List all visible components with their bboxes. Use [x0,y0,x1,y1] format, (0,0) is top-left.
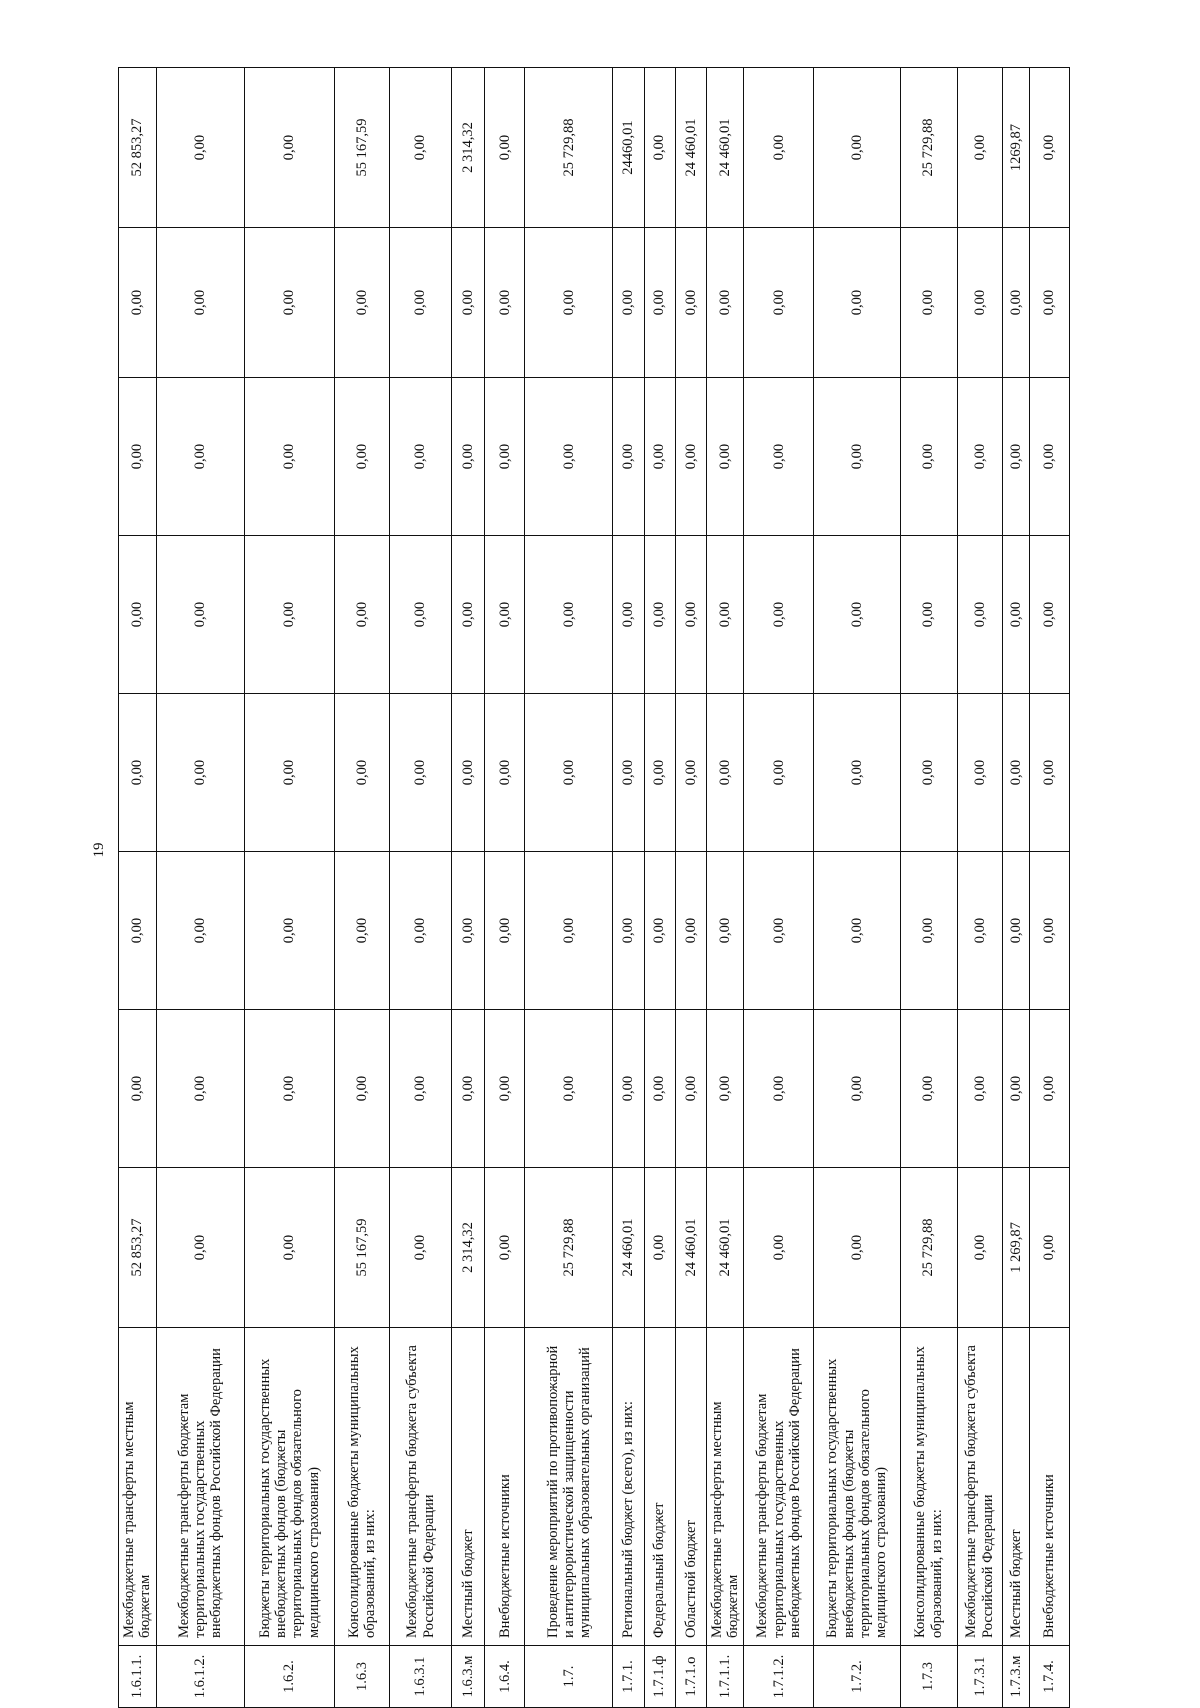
row-total-value: 55 167,59 [334,68,389,228]
table-row [485,68,525,1708]
row-value: 0,00 [390,228,452,378]
row-value: 0,00 [900,378,957,536]
row-value: 0,00 [119,228,157,378]
row-code: 1.7.4. [1029,1646,1069,1708]
row-name: Межбюджетные трансферты бюджетам территориальных государственных внебюджетных фондов Российской Федерации [156,1328,244,1646]
row-value: 55 167,59 [334,1168,389,1328]
row-code: 1.7.3 [900,1646,957,1708]
row-total-value: 24 460,01 [675,68,706,228]
row-value: 0,00 [485,536,525,694]
table-row [744,68,814,1708]
row-name: Местный бюджет [1002,1328,1029,1646]
row-name: Межбюджетные трансферты бюджета субъекта Российской Федерации [390,1328,452,1646]
row-value: 0,00 [1029,1168,1069,1328]
table-row [706,68,744,1708]
row-value: 0,00 [675,378,706,536]
row-value: 0,00 [675,536,706,694]
row-total-value: 0,00 [744,68,814,228]
row-value: 0,00 [156,852,244,1010]
row-total-value: 0,00 [957,68,1002,228]
row-value: 0,00 [613,228,644,378]
row-total-value: 24460,01 [613,68,644,228]
row-value: 0,00 [744,378,814,536]
table-row [390,68,452,1708]
row-value: 0,00 [244,228,334,378]
row-value: 0,00 [525,228,613,378]
row-value: 0,00 [244,694,334,852]
table-row [814,68,900,1708]
row-value: 0,00 [900,536,957,694]
row-value: 0,00 [957,1168,1002,1328]
row-value: 0,00 [613,536,644,694]
row-value: 0,00 [525,1010,613,1168]
row-code: 1.7.1.1. [706,1646,744,1708]
row-total-value: 0,00 [390,68,452,228]
row-name: Внебюджетные источники [485,1328,525,1646]
row-total-value: 0,00 [814,68,900,228]
row-value: 0,00 [644,378,675,536]
row-value: 0,00 [814,852,900,1010]
row-value: 24 460,01 [675,1168,706,1328]
row-value: 0,00 [814,1010,900,1168]
row-value: 0,00 [334,536,389,694]
row-name: Бюджеты территориальных государственных внебюджетных фондов (бюджеты территориальных фондов обязательного медицинского страхования) [244,1328,334,1646]
row-value: 0,00 [119,378,157,536]
row-name: Внебюджетные источники [1029,1328,1069,1646]
row-value: 0,00 [814,1168,900,1328]
table-row [613,68,644,1708]
row-value: 0,00 [1029,1010,1069,1168]
row-value: 0,00 [485,1010,525,1168]
row-value: 0,00 [744,694,814,852]
row-name: Межбюджетные трансферты бюджетам территориальных государственных внебюджетных фондов Российской Федерации [744,1328,814,1646]
row-value: 0,00 [485,1168,525,1328]
row-value: 52 853,27 [119,1168,157,1328]
row-value: 24 460,01 [706,1168,744,1328]
row-value: 25 729,88 [900,1168,957,1328]
row-code: 1.6.3.1 [390,1646,452,1708]
row-value: 0,00 [613,378,644,536]
row-value: 0,00 [744,1010,814,1168]
table-row [900,68,957,1708]
row-value: 0,00 [156,228,244,378]
row-value: 0,00 [675,228,706,378]
row-value: 24 460,01 [613,1168,644,1328]
row-name: Местный бюджет [452,1328,485,1646]
row-value: 0,00 [244,852,334,1010]
row-code: 1.7.1. [613,1646,644,1708]
row-name: Региональный бюджет (всего), из них: [613,1328,644,1646]
row-value: 0,00 [334,378,389,536]
row-code: 1.6.2. [244,1646,334,1708]
row-value: 0,00 [485,228,525,378]
row-value: 0,00 [390,694,452,852]
row-value: 0,00 [957,694,1002,852]
row-value: 0,00 [613,1010,644,1168]
row-value: 0,00 [744,536,814,694]
row-value: 0,00 [485,378,525,536]
row-total-value: 1269,87 [1002,68,1029,228]
row-name: Федеральный бюджет [644,1328,675,1646]
row-value: 0,00 [706,378,744,536]
row-value: 0,00 [485,694,525,852]
row-name: Межбюджетные трансферты местным бюджетам [119,1328,157,1646]
row-code: 1.7. [525,1646,613,1708]
row-value: 0,00 [900,1010,957,1168]
row-total-value: 2 314,32 [452,68,485,228]
row-value: 0,00 [957,536,1002,694]
row-code: 1.6.3 [334,1646,389,1708]
row-total-value: 24 460,01 [706,68,744,228]
row-total-value: 0,00 [485,68,525,228]
row-value: 0,00 [644,852,675,1010]
row-name: Консолидированные бюджеты муниципальных образований, из них: [900,1328,957,1646]
row-value: 0,00 [156,536,244,694]
row-value: 0,00 [706,852,744,1010]
table-container [118,68,1070,1708]
row-value: 0,00 [119,536,157,694]
row-value: 0,00 [485,852,525,1010]
row-value: 0,00 [525,852,613,1010]
table-row [675,68,706,1708]
row-value: 0,00 [119,852,157,1010]
row-value: 0,00 [1029,228,1069,378]
row-value: 0,00 [957,852,1002,1010]
row-value: 0,00 [334,852,389,1010]
row-code: 1.7.1.ф [644,1646,675,1708]
row-value: 0,00 [644,1168,675,1328]
row-value: 0,00 [244,1168,334,1328]
row-value: 0,00 [744,852,814,1010]
row-code: 1.7.2. [814,1646,900,1708]
row-value: 0,00 [675,694,706,852]
row-value: 2 314,32 [452,1168,485,1328]
row-name: Консолидированные бюджеты муниципальных образований, из них: [334,1328,389,1646]
row-value: 0,00 [334,1010,389,1168]
table-row [244,68,334,1708]
row-value: 0,00 [814,228,900,378]
row-code: 1.6.4. [485,1646,525,1708]
row-value: 0,00 [390,378,452,536]
row-value: 0,00 [706,536,744,694]
table-row [156,68,244,1708]
row-value: 0,00 [334,694,389,852]
row-value: 0,00 [644,228,675,378]
row-value: 0,00 [1002,694,1029,852]
row-code: 1.7.1.2. [744,1646,814,1708]
row-value: 0,00 [814,536,900,694]
row-value: 0,00 [244,378,334,536]
row-value: 0,00 [1029,536,1069,694]
row-value: 0,00 [644,536,675,694]
table-body [119,68,1070,1708]
row-value: 0,00 [244,1010,334,1168]
row-total-value: 52 853,27 [119,68,157,228]
row-value: 0,00 [390,852,452,1010]
row-value: 0,00 [744,1168,814,1328]
row-value: 0,00 [957,228,1002,378]
row-value: 0,00 [744,228,814,378]
row-value: 0,00 [452,536,485,694]
row-value: 0,00 [334,228,389,378]
row-code: 1.7.3.1 [957,1646,1002,1708]
row-value: 0,00 [452,852,485,1010]
row-value: 0,00 [644,1010,675,1168]
row-value: 0,00 [1029,694,1069,852]
row-total-value: 25 729,88 [900,68,957,228]
row-value: 0,00 [613,694,644,852]
row-code: 1.6.1.1. [119,1646,157,1708]
row-code: 1.7.3.м [1002,1646,1029,1708]
row-value: 0,00 [156,1168,244,1328]
row-value: 0,00 [1029,378,1069,536]
row-code: 1.6.3.м [452,1646,485,1708]
row-value: 0,00 [900,694,957,852]
row-value: 1 269,87 [1002,1168,1029,1328]
row-value: 0,00 [957,378,1002,536]
row-value: 25 729,88 [525,1168,613,1328]
row-name: Межбюджетные трансферты местным бюджетам [706,1328,744,1646]
row-value: 0,00 [644,694,675,852]
row-code: 1.7.1.о [675,1646,706,1708]
row-value: 0,00 [244,536,334,694]
row-total-value: 25 729,88 [525,68,613,228]
row-value: 0,00 [706,1010,744,1168]
row-value: 0,00 [675,852,706,1010]
table-row [119,68,157,1708]
row-value: 0,00 [706,694,744,852]
row-value: 0,00 [900,852,957,1010]
row-value: 0,00 [156,694,244,852]
row-value: 0,00 [1002,378,1029,536]
table-row [452,68,485,1708]
row-value: 0,00 [452,1010,485,1168]
row-value: 0,00 [1002,536,1029,694]
row-value: 0,00 [525,694,613,852]
row-value: 0,00 [390,1010,452,1168]
table-row [1002,68,1029,1708]
row-value: 0,00 [1002,852,1029,1010]
row-total-value: 0,00 [156,68,244,228]
row-value: 0,00 [525,378,613,536]
row-value: 0,00 [814,378,900,536]
row-value: 0,00 [613,852,644,1010]
row-value: 0,00 [390,536,452,694]
row-value: 0,00 [452,694,485,852]
row-name: Областной бюджет [675,1328,706,1646]
page-number: 19 [91,842,107,858]
table-row [1029,68,1069,1708]
row-value: 0,00 [814,694,900,852]
row-name: Бюджеты территориальных государственных внебюджетных фондов (бюджеты территориальных фондов обязательного медицинского страхования) [814,1328,900,1646]
row-name: Проведение мероприятий по противопожарной и антитеррористической защищенности муниципальных образовательных организаций [525,1328,613,1646]
row-value: 0,00 [119,694,157,852]
row-value: 0,00 [675,1010,706,1168]
budget-table [118,67,1070,1708]
table-row [644,68,675,1708]
row-value: 0,00 [1029,852,1069,1010]
row-value: 0,00 [452,228,485,378]
row-code: 1.6.1.2. [156,1646,244,1708]
row-total-value: 0,00 [644,68,675,228]
table-row [525,68,613,1708]
row-total-value: 0,00 [1029,68,1069,228]
row-value: 0,00 [156,1010,244,1168]
row-value: 0,00 [1002,1010,1029,1168]
row-value: 0,00 [957,1010,1002,1168]
table-row [334,68,389,1708]
row-value: 0,00 [900,228,957,378]
row-value: 0,00 [390,1168,452,1328]
row-value: 0,00 [452,378,485,536]
row-value: 0,00 [706,228,744,378]
row-value: 0,00 [1002,228,1029,378]
row-value: 0,00 [119,1010,157,1168]
row-value: 0,00 [525,536,613,694]
table-row [957,68,1002,1708]
row-value: 0,00 [156,378,244,536]
row-total-value: 0,00 [244,68,334,228]
row-name: Межбюджетные трансферты бюджета субъекта Российской Федерации [957,1328,1002,1646]
